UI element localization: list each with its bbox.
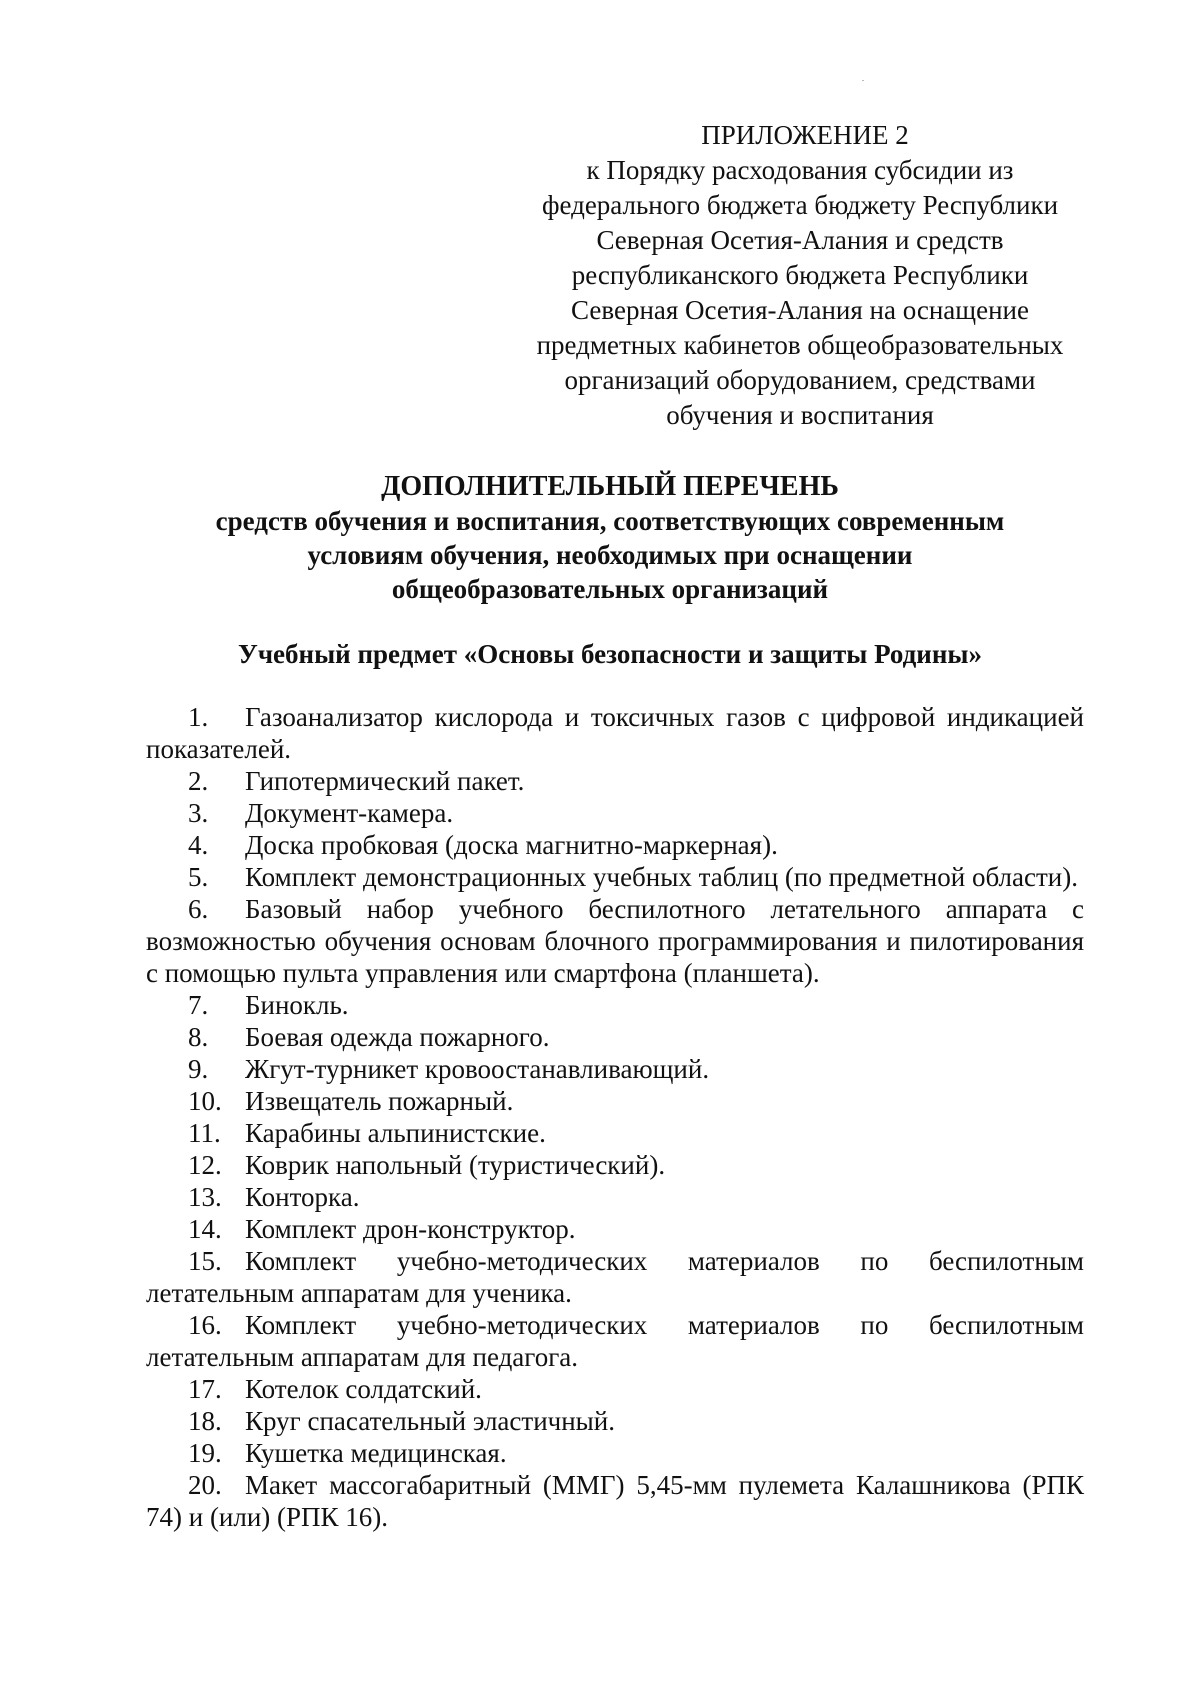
list-item xyxy=(146,701,1084,765)
item-text: Кушетка медицинская. xyxy=(245,1438,507,1468)
item-text: Круг спасательный эластичный. xyxy=(245,1406,616,1436)
list-item xyxy=(146,1373,1084,1405)
annex-line: организаций оборудованием, средствами xyxy=(564,365,1036,395)
item-number: 13. xyxy=(188,1182,222,1212)
annex-line: предметных кабинетов общеобразовательных xyxy=(536,330,1064,360)
list-item xyxy=(146,1213,1084,1245)
item-text: Карабины альпинистские. xyxy=(245,1118,546,1148)
annex-title: ПРИЛОЖЕНИЕ 2 xyxy=(701,120,909,150)
list-item xyxy=(146,1149,1084,1181)
annex-line: Северная Осетия-Алания и средств xyxy=(596,225,1004,255)
item-text: Газоанализатор кислорода и токсичных газов с цифровой индикацией показателей. xyxy=(146,702,1084,764)
annex-line: обучения и воспитания xyxy=(666,400,934,430)
item-number: 16. xyxy=(188,1310,222,1340)
list-item xyxy=(146,1117,1084,1149)
list-item xyxy=(146,1181,1084,1213)
item-text: Бинокль. xyxy=(245,990,349,1020)
item-text: Доска пробковая (доска магнитно-маркерная). xyxy=(245,830,778,860)
item-text: Макет массогабаритный (ММГ) 5,45-мм пулемета Калашникова (РПК 74) и (или) (РПК 16). xyxy=(146,1470,1084,1532)
items-list xyxy=(146,701,1084,1533)
item-number: 14. xyxy=(188,1214,222,1244)
annex-block xyxy=(520,118,1080,433)
item-number: 20. xyxy=(188,1470,222,1500)
list-item xyxy=(146,1309,1084,1373)
annex-line: Северная Осетия-Алания на оснащение xyxy=(571,295,1029,325)
item-number: 6. xyxy=(188,894,209,924)
item-text: Жгут-турникет кровоостанавливающий. xyxy=(245,1054,710,1084)
item-text: Котелок солдатский. xyxy=(245,1374,482,1404)
item-text: Коврик напольный (туристический). xyxy=(245,1150,666,1180)
list-item xyxy=(146,861,1084,893)
item-text: Гипотермический пакет. xyxy=(245,766,525,796)
list-item xyxy=(146,1053,1084,1085)
item-number: 4. xyxy=(188,830,209,860)
list-item xyxy=(146,1469,1084,1533)
list-item xyxy=(146,1245,1084,1309)
item-number: 18. xyxy=(188,1406,222,1436)
item-number: 11. xyxy=(188,1118,221,1148)
document-heading xyxy=(140,470,1080,606)
list-item xyxy=(146,1437,1084,1469)
annex-line: федерального бюджета бюджету Республики xyxy=(541,190,1059,220)
item-number: 9. xyxy=(188,1054,209,1084)
item-text: Комплект дрон-конструктор. xyxy=(245,1214,576,1244)
item-text: Конторка. xyxy=(245,1182,360,1212)
annex-line: республиканского бюджета Республики xyxy=(571,260,1029,290)
item-number: 7. xyxy=(188,990,209,1020)
item-number: 1. xyxy=(188,702,209,732)
item-number: 5. xyxy=(188,862,209,892)
item-text: Извещатель пожарный. xyxy=(245,1086,514,1116)
item-number: 3. xyxy=(188,798,209,828)
item-text: Комплект учебно-методических материалов по беспилотным летательным аппаратам для ученика. xyxy=(146,1246,1084,1308)
annex-line: к Порядку расходования субсидии из xyxy=(586,155,1014,185)
item-number: 12. xyxy=(188,1150,222,1180)
item-text: Боевая одежда пожарного. xyxy=(245,1022,550,1052)
item-text: Документ-камера. xyxy=(245,798,454,828)
list-item xyxy=(146,989,1084,1021)
list-item xyxy=(146,829,1084,861)
item-number: 10. xyxy=(188,1086,222,1116)
item-number: 8. xyxy=(188,1022,209,1052)
list-item xyxy=(146,765,1084,797)
list-item xyxy=(146,1085,1084,1117)
list-item xyxy=(146,1021,1084,1053)
subject-title: Учебный предмет «Основы безопасности и защиты Родины» xyxy=(238,639,982,669)
heading-line: общеобразовательных организаций xyxy=(391,574,829,604)
list-item xyxy=(146,1405,1084,1437)
list-item xyxy=(146,797,1084,829)
item-number: 17. xyxy=(188,1374,222,1404)
heading-line: условиям обучения, необходимых при оснащении xyxy=(307,540,913,570)
item-number: 19. xyxy=(188,1438,222,1468)
heading-title: ДОПОЛНИТЕЛЬНЫЙ ПЕРЕЧЕНЬ xyxy=(381,471,839,502)
heading-line: средств обучения и воспитания, соответствующих современным xyxy=(215,506,1005,536)
item-text: Комплект учебно-методических материалов по беспилотным летательным аппаратам для педагога. xyxy=(146,1310,1084,1372)
item-number: 2. xyxy=(188,766,209,796)
scan-dust-mark xyxy=(862,80,864,81)
item-text: Базовый набор учебного беспилотного летательного аппарата с возможностью обучения основам блочного программирования и пилотирования с помощью пульта управления или смартфона (планшета). xyxy=(146,894,1084,988)
item-number: 15. xyxy=(188,1246,222,1276)
list-item xyxy=(146,893,1084,989)
item-text: Комплект демонстрационных учебных таблиц (по предметной области). xyxy=(245,862,1078,892)
